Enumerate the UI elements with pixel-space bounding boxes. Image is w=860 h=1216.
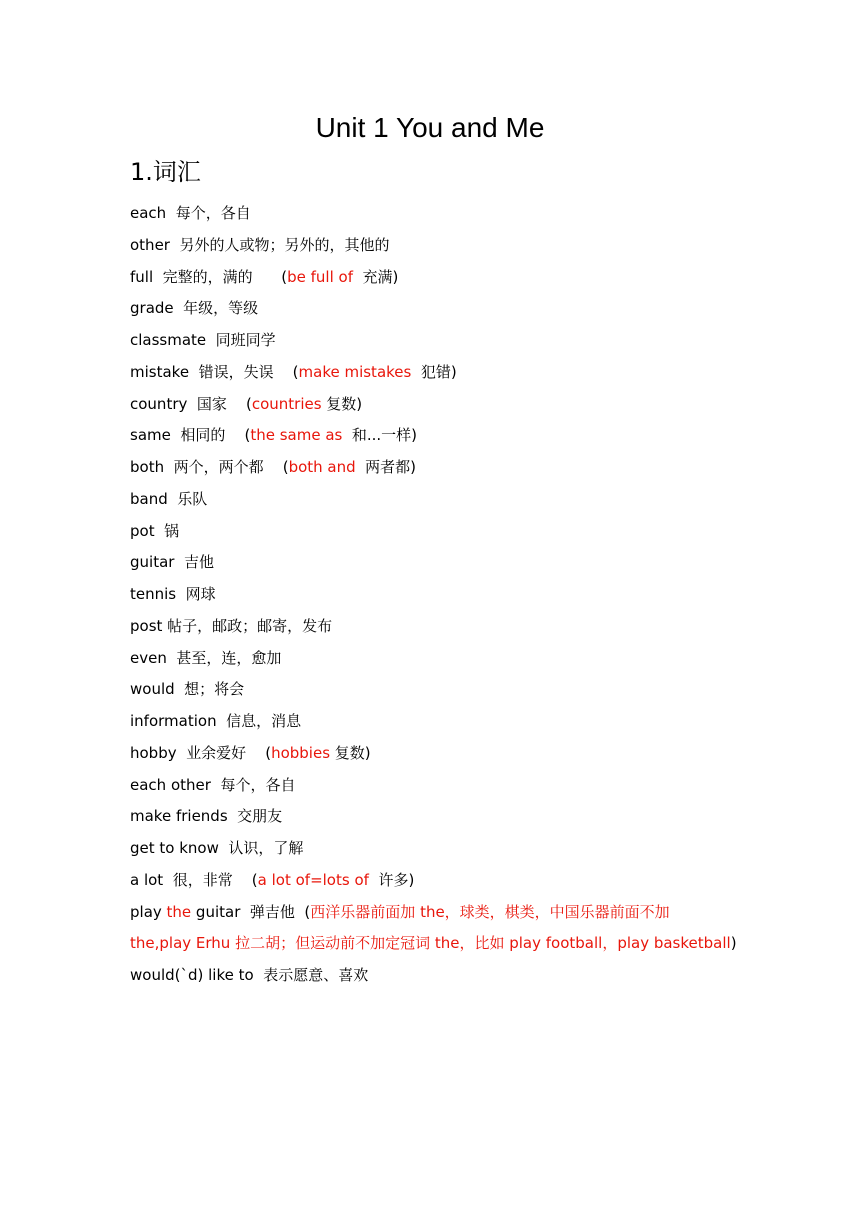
document-title: Unit 1 You and Me [315,112,545,143]
vocab-text: each 每个，各自 [130,204,251,222]
vocab-line [130,357,770,389]
vocab-note-red: hobbies [271,743,331,762]
vocab-note-red: be full of [287,267,353,286]
vocab-text: 犯错) [411,362,457,381]
vocab-line [130,293,770,325]
vocab-text: even 甚至，连，愈加 [130,648,282,667]
vocab-text: a lot 很，非常 ( [130,870,258,889]
vocab-text: would 想；将会 [130,680,245,699]
vocab-text: information 信息，消息 [130,712,302,730]
vocab-text: make friends 交朋友 [130,807,283,826]
vocab-text: 充满) [353,267,399,286]
vocab-text: tennis 网球 [130,585,216,603]
vocab-text: other 另外的人或物；另外的，其他的 [130,235,390,254]
vocab-text: would(`d) like to 表示愿意、喜欢 [130,966,369,984]
vocab-note-red: the same as [250,426,343,445]
vocab-line [130,928,770,960]
vocab-text: 许多) [368,870,415,889]
vocab-text: both 两个，两个都 ( [130,458,289,476]
vocab-text: hobby 业余爱好 ( [130,743,272,762]
vocab-text: get to know 认识，了解 [130,839,304,857]
vocab-text: 复数) [330,743,371,762]
vocab-line [130,198,770,230]
vocab-text: country 国家 ( [130,394,252,413]
vocab-note-red: make mistakes [298,362,412,381]
vocab-text: band 乐队 [130,489,208,508]
vocab-text: full 完整的，满的 ( [130,267,288,286]
vocab-line [130,579,770,611]
vocab-line [130,516,770,548]
vocab-line [130,230,770,262]
vocab-text: classmate 同班同学 [130,331,276,349]
vocab-line [130,897,770,929]
vocab-line [130,420,770,452]
vocab-text: same 相同的 ( [130,426,251,445]
vocab-line [130,452,770,484]
vocab-note-red: both and [288,458,356,476]
vocab-line [130,833,770,865]
vocab-text: 复数) [321,394,363,413]
vocab-line [130,801,770,833]
vocab-line [130,706,770,738]
vocab-text: mistake 错误，失误 ( [130,362,299,381]
vocab-line [130,674,770,706]
vocab-line [130,262,770,294]
vocab-note-red: the,play Erhu 拉二胡；但运动前不加定冠词 the，比如 play football，play basketball [130,934,731,953]
vocab-line [130,389,770,421]
vocab-line [130,738,770,770]
vocab-line [130,865,770,897]
vocab-line [130,643,770,675]
vocab-line [130,484,770,516]
vocab-line [130,770,770,802]
vocab-line [130,611,770,643]
vocab-note-red: countries [251,394,322,413]
vocab-text: guitar 吉他 [130,553,214,572]
section-heading: 1.词汇 [130,158,201,186]
vocab-text: play [130,902,167,921]
vocab-text: 两者都) [355,458,417,476]
vocab-text: ) [730,934,737,953]
vocab-note-red: the [166,902,192,921]
vocab-note-red: 西洋乐器前面加 the，球类，棋类，中国乐器前面不加 [310,902,670,921]
vocab-text: grade 年级，等级 [130,299,259,318]
vocab-note-red: a lot of=lots of [257,870,369,889]
vocab-text: each other 每个，各自 [130,775,296,794]
vocab-text: 和...一样) [342,426,418,445]
vocab-text: post 帖子，邮政；邮寄，发布 [130,616,333,635]
vocab-line [130,960,770,992]
vocab-text: pot 锅 [130,521,180,540]
vocab-text: guitar 弹吉他 ( [191,902,311,921]
vocabulary-list [130,198,770,992]
vocab-line [130,325,770,357]
vocab-line [130,547,770,579]
